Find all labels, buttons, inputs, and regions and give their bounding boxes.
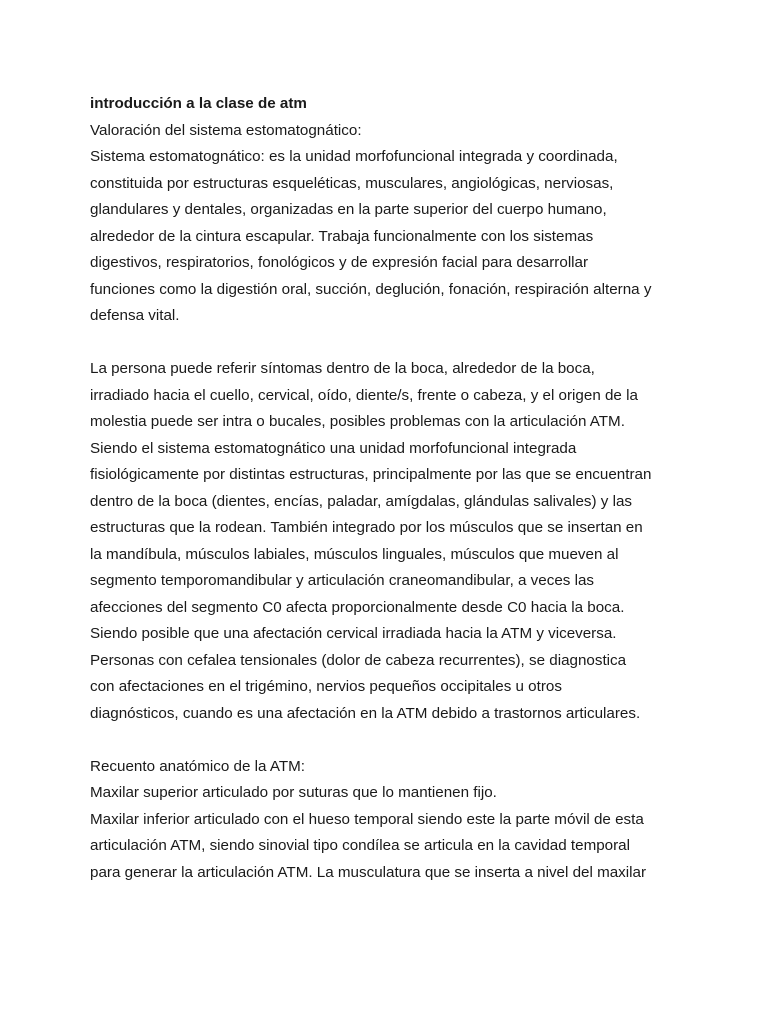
- text-line: Valoración del sistema estomatognático:: [90, 121, 362, 139]
- document-title: introducción a la clase de atm: [90, 95, 307, 112]
- text-line: fisiológicamente por distintas estructuras, principalmente por las que se encuentran: [90, 466, 652, 483]
- text-line: Maxilar inferior articulado con el hueso temporal siendo este la parte móvil de esta: [90, 810, 644, 828]
- text-line: glandulares y dentales, organizadas en la parte superior del cuerpo humano,: [90, 201, 607, 218]
- text-line: Siendo el sistema estomatognático una unidad morfofuncional integrada: [90, 439, 577, 457]
- text-line: Sistema estomatognático: es la unidad morfofuncional integrada y coordinada,: [90, 148, 618, 165]
- text-line: la mandíbula, músculos labiales, músculos linguales, músculos que mueven al: [90, 545, 619, 563]
- text-line: constituida por estructuras esqueléticas, musculares, angiológicas, nerviosas,: [90, 174, 614, 192]
- text-line: irradiado hacia el cuello, cervical, oído, diente/s, frente o cabeza, y el origen de la: [90, 386, 638, 404]
- text-line: con afectaciones en el trigémino, nervios pequeños occipitales u otros: [90, 678, 562, 695]
- paragraph-2: [90, 356, 690, 727]
- paragraph-3: [90, 754, 690, 887]
- text-line: afecciones del segmento C0 afecta proporcionalmente desde C0 hacia la boca.: [90, 598, 625, 616]
- document-body: [90, 91, 690, 886]
- text-line: diagnósticos, cuando es una afectación en la ATM debido a trastornos articulares.: [90, 704, 641, 722]
- text-line: molestia puede ser intra o bucales, posibles problemas con la articulación ATM.: [90, 413, 625, 430]
- text-line: Recuento anatómico de la ATM:: [90, 757, 305, 775]
- text-line: articulación ATM, siendo sinovial tipo condílea se articula en la cavidad temporal: [90, 837, 631, 854]
- text-line: para generar la articulación ATM. La musculatura que se inserta a nivel del maxilar: [90, 863, 647, 881]
- text-line: digestivos, respiratorios, fonológicos y de expresión facial para desarrollar: [90, 254, 589, 271]
- paragraph-1: [90, 118, 690, 330]
- text-line: La persona puede referir síntomas dentro de la boca, alrededor de la boca,: [90, 360, 595, 377]
- text-line: defensa vital.: [90, 307, 180, 324]
- text-line: funciones como la digestión oral, succión, deglución, fonación, respiración alterna y: [90, 280, 652, 298]
- text-line: Siendo posible que una afectación cervical irradiada hacia la ATM y viceversa.: [90, 625, 617, 642]
- text-line: segmento temporomandibular y articulación craneomandibular, a veces las: [90, 572, 594, 589]
- paragraph-spacer: [90, 330, 690, 357]
- text-line: alrededor de la cintura escapular. Trabaja funcionalmente con los sistemas: [90, 227, 594, 245]
- text-line: estructuras que la rodean. También integrado por los músculos que se insertan en: [90, 519, 643, 536]
- text-line: Personas con cefalea tensionales (dolor de cabeza recurrentes), se diagnostica: [90, 651, 627, 669]
- text-line: dentro de la boca (dientes, encías, paladar, amígdalas, glándulas salivales) y las: [90, 492, 633, 510]
- text-line: Maxilar superior articulado por suturas que lo mantienen fijo.: [90, 784, 497, 801]
- paragraph-spacer: [90, 727, 690, 754]
